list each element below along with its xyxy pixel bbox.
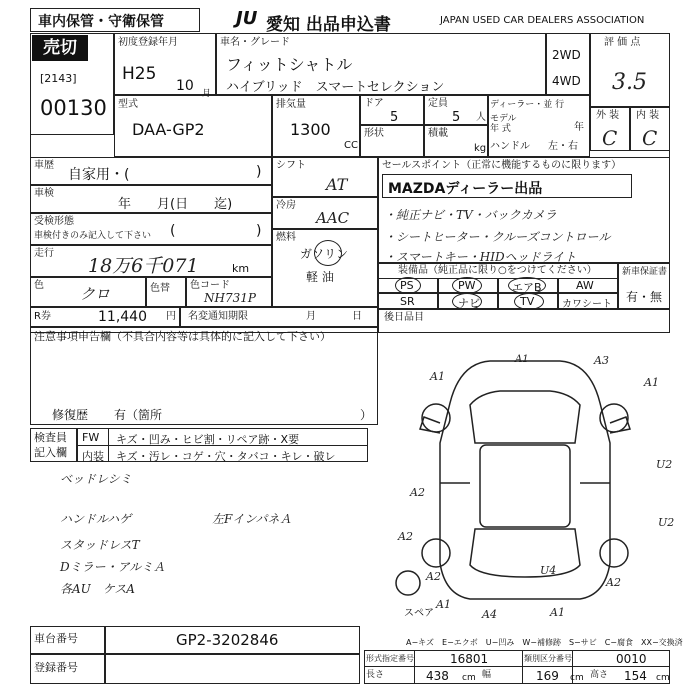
- ju-logo: JU: [236, 8, 258, 29]
- load-unit: kg: [474, 143, 487, 154]
- model-year-unit: 年: [574, 122, 584, 133]
- diagram-label: A2: [398, 530, 413, 543]
- doors-label: ドア: [364, 98, 384, 109]
- diagram-label: A2: [606, 576, 621, 589]
- sales-points-label: セールスポイント（正常に機能するものに限ります）: [382, 160, 622, 171]
- handle-options: 左・右: [548, 141, 578, 152]
- history-value: 自家用・(: [68, 167, 130, 183]
- equipment-circle: [508, 277, 546, 294]
- registration-divider: [104, 654, 106, 684]
- diagram-label: A4: [482, 608, 497, 621]
- equipment-circle: [395, 277, 421, 294]
- interior-grade: C: [642, 126, 658, 150]
- model-value: DAA-GP2: [132, 120, 205, 139]
- diagram-label: A2: [426, 570, 441, 583]
- caution-bottom: [30, 424, 378, 425]
- note-line: スタッドレスT: [60, 538, 140, 552]
- type-label: 形式指定番号: [366, 654, 414, 663]
- model-label: 型式: [118, 99, 138, 110]
- equipment-circle: [514, 293, 544, 310]
- sales-point-line: ・スマートキー・HIDヘッドライト: [384, 250, 577, 264]
- equipment-circle: [452, 293, 482, 310]
- reception-note: 車検付きのみ記入して下さい: [34, 231, 152, 241]
- history-close: ): [256, 164, 262, 180]
- diagram-label: A2: [410, 486, 425, 499]
- shift-value: AT: [326, 175, 348, 194]
- attachments-label: 後日品目: [384, 312, 424, 323]
- capacity-value: 5: [452, 110, 461, 125]
- height-unit: cm: [656, 673, 670, 683]
- equipment-seat: カワシート: [562, 299, 612, 310]
- diagram-label: A1: [430, 370, 445, 383]
- recycle-amount: 11,440: [98, 309, 147, 325]
- sold-badge: 売切: [32, 35, 88, 61]
- displacement-label: 排気量: [276, 99, 306, 110]
- inspector-label: 検査員: [34, 431, 67, 444]
- diagram-label: U4: [540, 564, 557, 577]
- equipment-pw: PW: [458, 279, 476, 292]
- equipment-label: 装備品（純正品に限り○をつけてください）: [398, 265, 597, 276]
- rating-score: 3.5: [612, 70, 647, 95]
- inspection-label: 車検: [34, 188, 54, 199]
- color-code: NH731P: [204, 291, 256, 305]
- handle-label: ハンドル: [490, 141, 530, 152]
- chassis-divider: [104, 626, 106, 654]
- diagram-label: U2: [656, 458, 673, 471]
- color-code-label: 色コード: [190, 280, 230, 291]
- inspector-row1: キズ・凹み・ヒビ割・リペア跡・X要: [116, 433, 300, 446]
- type-value: 16801: [450, 652, 489, 666]
- equipment-aw: AW: [576, 279, 594, 292]
- equipment-airbag: エアB: [512, 281, 542, 294]
- warranty-options: 有・無: [626, 290, 663, 304]
- color-label: 色: [34, 280, 44, 291]
- equipment-sr: SR: [400, 295, 415, 308]
- drive-4wd: 4WD: [552, 74, 581, 88]
- registration-label: 初度登録年月: [118, 37, 178, 48]
- diagram-label: A1: [550, 606, 565, 619]
- color-divider-2: [185, 277, 187, 307]
- exterior-grade: C: [602, 126, 618, 150]
- fuel-gasoline: ガソリン: [300, 247, 349, 261]
- spec-col: [522, 650, 523, 684]
- repair-label: 修復歴: [52, 408, 89, 422]
- recycle-yen: 円: [166, 311, 176, 322]
- diagram-label: A1: [515, 354, 529, 365]
- chassis-value: GP2-3202846: [176, 631, 279, 649]
- width-label: 幅: [482, 670, 492, 680]
- chassis-label: 車台番号: [34, 632, 78, 645]
- lot-number: 00130: [40, 96, 107, 120]
- displacement-unit: CC: [344, 140, 358, 151]
- model-year-label-2: 年 式: [490, 124, 511, 134]
- interior-label: 内 装: [636, 110, 660, 121]
- registration-month-unit: 月: [202, 89, 212, 99]
- displacement-value: 1300: [290, 120, 331, 139]
- fuel-diesel: 軽 油: [306, 270, 334, 284]
- length-value: 438: [426, 669, 449, 683]
- length-label: 長さ: [366, 670, 385, 680]
- car-diagram: [380, 333, 673, 623]
- inspection-value: 年 月(日 迄): [118, 197, 233, 212]
- spec-col: [414, 650, 415, 684]
- reception-label: 受検形態: [34, 216, 74, 227]
- caution-label: 注意事項申告欄（不具合内容等は具体的に記入して下さい）: [34, 330, 331, 343]
- fuel-label: 燃料: [276, 232, 296, 243]
- shift-label: シフト: [276, 160, 306, 171]
- inspector-row2: キズ・汚レ・コゲ・穴・タバコ・キレ・破レ: [116, 450, 336, 463]
- capacity-unit: 人: [476, 112, 486, 123]
- note-line: ベッドレシミ: [60, 472, 132, 486]
- dealer-label: ディーラー・並 行: [490, 100, 565, 110]
- vehicle-name: フィットシャトル: [226, 55, 353, 74]
- recycle-label: R券: [34, 311, 51, 322]
- reception-open: (: [170, 223, 176, 239]
- equipment-circle: [452, 277, 482, 294]
- height-value: 154: [624, 669, 647, 683]
- diagram-label: A3: [594, 354, 609, 367]
- color-change-label: 色替: [150, 283, 170, 294]
- sales-point-line: ・純正ナビ・TV・バックカメラ: [384, 208, 557, 222]
- mileage-value: 18万6千071: [88, 255, 199, 277]
- gasoline-circle: [314, 240, 342, 266]
- diagram-label: A1: [436, 598, 451, 611]
- color-divider: [145, 277, 147, 307]
- repair-close: ）: [360, 408, 373, 422]
- transfer-label: 名変通知期限: [188, 311, 248, 322]
- note-line: Dミラー・アルミＡ: [60, 560, 166, 574]
- sales-point-line: ・シートヒーター・クルーズコントロール: [384, 230, 611, 244]
- history-label: 車歴: [34, 160, 54, 171]
- repair-value: 有（箇所: [114, 408, 163, 422]
- height-label: 高さ: [590, 670, 609, 680]
- damage-legend: A−キズ E−エクボ U−凹み W−補修跡 S−サビ C−腐食 XX−交換済: [406, 638, 683, 647]
- inspector-fw: FW: [82, 431, 100, 444]
- diagram-label: U2: [658, 516, 675, 529]
- spare-label: スペア: [404, 608, 434, 619]
- shape-label: 形状: [364, 128, 384, 139]
- reception-close: ): [256, 223, 262, 239]
- mileage-unit: km: [232, 262, 250, 275]
- doors-value: 5: [390, 110, 399, 125]
- mileage-label: 走行: [34, 248, 54, 259]
- vehicle-grade: ハイブリッド スマートセレクション: [226, 80, 445, 95]
- length-unit: cm: [462, 673, 476, 683]
- registration-number-label: 登録番号: [34, 661, 78, 674]
- registration-month: 10: [176, 78, 194, 94]
- equipment-ps: PS: [400, 279, 414, 292]
- note-line: ハンドルハゲ: [60, 512, 132, 526]
- form-title: 愛知 出品申込書: [266, 15, 391, 35]
- aircon-label: 冷房: [276, 200, 296, 211]
- width-value: 169: [536, 669, 559, 683]
- equipment-navi: ナビ: [458, 297, 480, 310]
- spec-row-divider: [364, 666, 670, 667]
- association-name: JAPAN USED CAR DEALERS ASSOCIATION: [440, 15, 645, 26]
- dealer-text: MAZDAディーラー出品: [388, 181, 543, 197]
- transfer-day: 日: [352, 311, 362, 322]
- storage-label: 車内保管・守衛保管: [38, 14, 164, 30]
- inspector-divider-2: [108, 428, 109, 462]
- note-line: 各AU ケスA: [60, 582, 135, 596]
- history-cell: [30, 157, 272, 185]
- exterior-label: 外 装: [596, 110, 620, 121]
- color-value: クロ: [80, 285, 111, 303]
- sold-code: [2143]: [40, 72, 77, 85]
- width-unit: cm: [570, 673, 584, 683]
- inspector-label-2: 記入欄: [34, 446, 67, 459]
- category-label: 類別区分番号: [524, 654, 572, 663]
- aircon-value: AAC: [316, 209, 350, 227]
- registration-year: H25: [122, 64, 157, 84]
- registration-number-cell: [30, 654, 360, 684]
- note-line: 左FインパネＡ: [212, 512, 292, 526]
- inspector-interior: 内装: [82, 450, 104, 463]
- vehicle-name-label: 車名・グレード: [220, 37, 290, 48]
- drive-2wd: 2WD: [552, 48, 581, 62]
- transfer-month: 月: [306, 311, 316, 322]
- rating-label: 評 価 点: [604, 37, 641, 48]
- diagram-label: A1: [644, 376, 659, 389]
- category-value: 0010: [616, 652, 647, 666]
- warranty-label: 新車保証書: [622, 267, 668, 277]
- model-year-label: モデル: [490, 114, 517, 124]
- equipment-tv: TV: [520, 295, 535, 308]
- load-label: 積載: [428, 128, 448, 139]
- capacity-label: 定員: [428, 98, 448, 109]
